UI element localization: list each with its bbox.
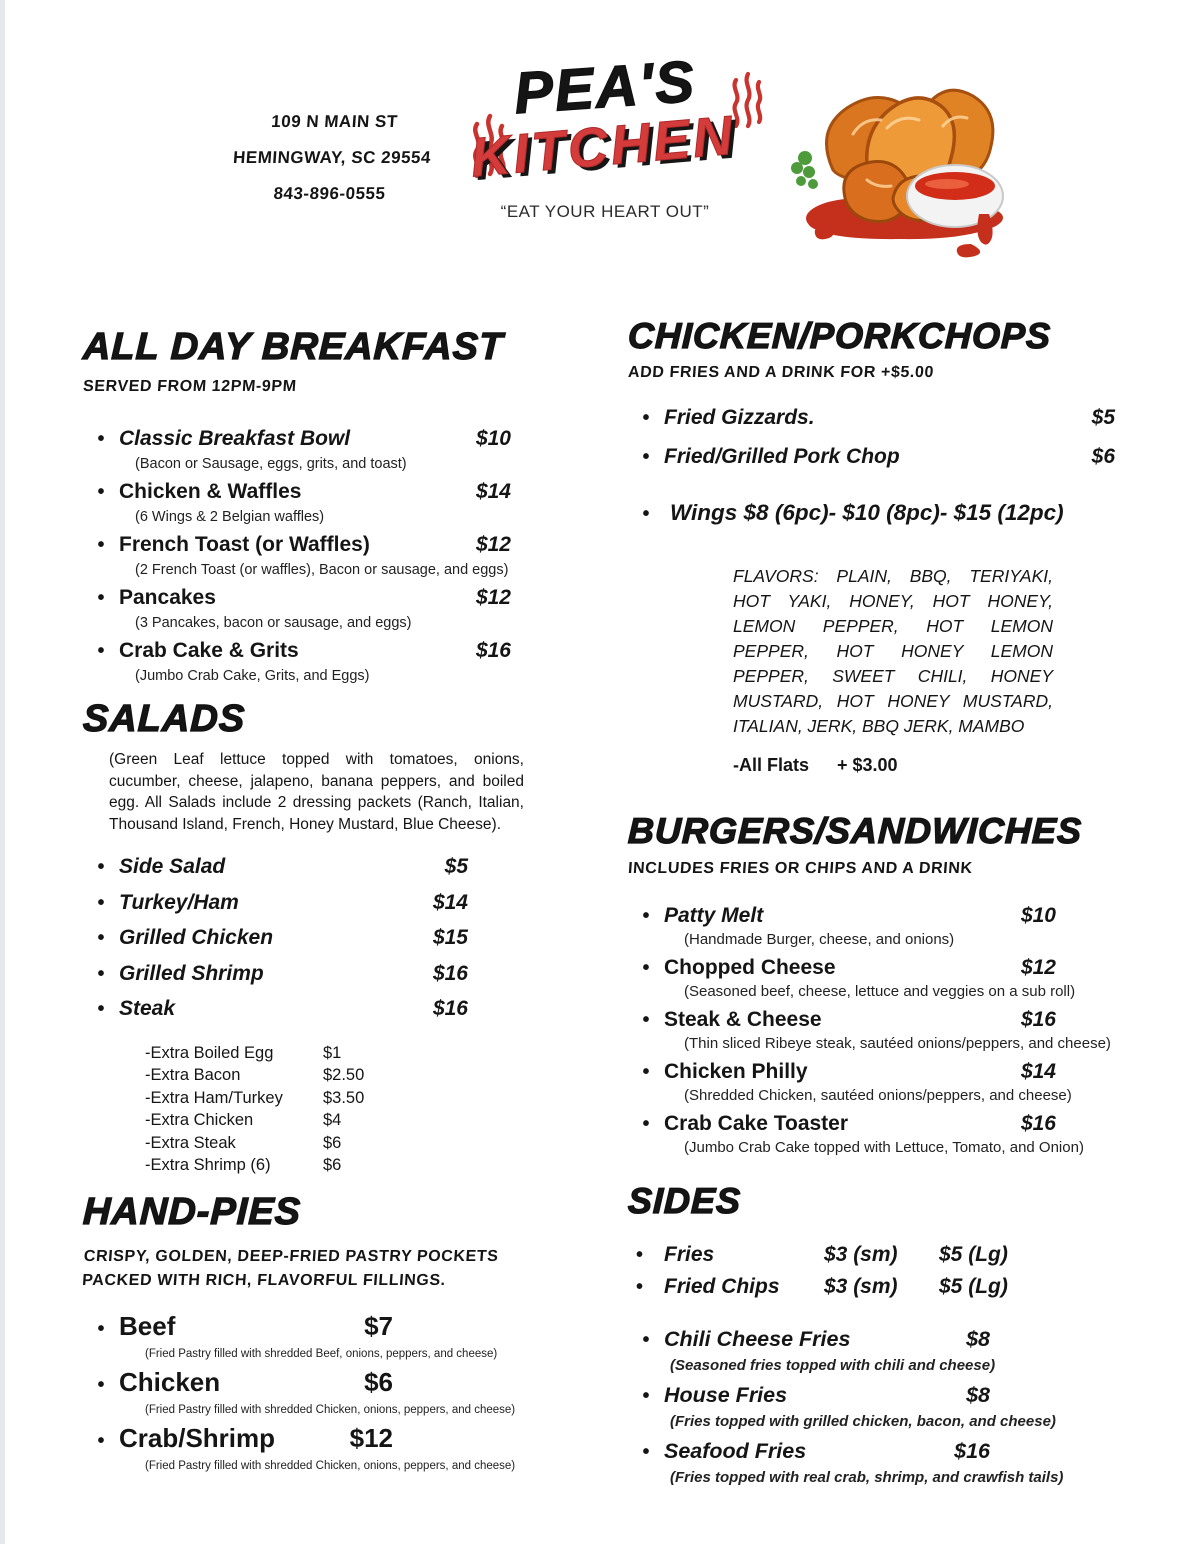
- extra-name: -Extra Ham/Turkey: [145, 1088, 283, 1107]
- extra-price: $3.50: [323, 1088, 365, 1107]
- section-subtitle: SERVED FROM 12PM-9PM: [82, 377, 298, 395]
- menu-item: [636, 1271, 1116, 1303]
- item-price: $16: [954, 1439, 990, 1464]
- menu-item: [83, 993, 523, 1026]
- logo-tagline: “EAT YOUR HEART OUT”: [500, 202, 710, 221]
- extra-item: [145, 1154, 523, 1177]
- section-title: HAND-PIES: [82, 1190, 302, 1233]
- menu-item: [83, 424, 523, 474]
- bullet-icon: [628, 1007, 664, 1034]
- item-price: $5: [1091, 406, 1115, 430]
- bullet-icon: [628, 1059, 664, 1086]
- all-flats-label: -All Flats: [733, 755, 810, 776]
- item-name: Fried Gizzards.: [664, 406, 815, 430]
- bullet-icon: [628, 1438, 664, 1467]
- extra-name: -Extra Boiled Egg: [145, 1043, 274, 1062]
- logo-text-kitchen: KITCHEN: [468, 103, 738, 189]
- item-name: Steak & Cheese: [664, 1007, 822, 1031]
- menu-item: [83, 1421, 523, 1474]
- section-all-day-breakfast: [83, 326, 523, 686]
- item-description: (Shredded Chicken, sautéed onions/peppers, and cheese): [684, 1086, 1072, 1104]
- menu-item: [83, 636, 523, 686]
- item-price: $16: [475, 638, 511, 662]
- bullet-icon: [628, 498, 664, 530]
- item-price: $6: [1091, 445, 1115, 469]
- bullet-icon: [83, 1424, 119, 1458]
- item-name: Crab Cake & Grits: [119, 638, 299, 662]
- extra-name: -Extra Steak: [145, 1133, 236, 1152]
- section-chicken-porkchops: [628, 315, 1116, 776]
- all-flats-note: [733, 755, 1116, 776]
- item-name: Chicken & Waffles: [119, 479, 302, 503]
- item-price: $8: [966, 1383, 990, 1408]
- item-description: (Seasoned fries topped with chili and cheese): [670, 1357, 996, 1375]
- menu-item: [636, 1239, 1116, 1271]
- menu-item: [83, 477, 523, 527]
- bullet-icon: [83, 958, 119, 991]
- item-price: $14: [475, 479, 511, 503]
- section-burgers-sandwiches: [628, 810, 1116, 1157]
- bullet-icon: [628, 903, 664, 930]
- menu-item: [628, 1325, 1116, 1377]
- section-salads: [83, 698, 523, 1177]
- item-name: Chicken Philly: [664, 1059, 808, 1083]
- menu-item: [83, 958, 523, 991]
- section-title: ALL DAY BREAKFAST: [82, 326, 505, 368]
- item-name: Grilled Shrimp: [119, 961, 264, 985]
- menu-left-column: [83, 326, 523, 1477]
- item-description: (Jumbo Crab Cake topped with Lettuce, Tomato, and Onion): [684, 1138, 1084, 1156]
- item-name: Fried/Grilled Pork Chop: [664, 445, 900, 469]
- bullet-icon: [628, 1326, 664, 1355]
- menu-item: [628, 1110, 1116, 1158]
- wing-flavors-list: FLAVORS: PLAIN, BBQ, TERIYAKI, HOT YAKI, HONEY, HOT HONEY, LEMON PEPPER, HOT LEMON PEPPER, HOT HONEY LEMON PEPPER, SWEET CHILI, HONEY MUSTARD, HOT HONEY MUSTARD, ITALIAN, JERK, BBQ JERK, MAMBO: [733, 566, 1053, 737]
- item-price: $14: [1020, 1059, 1056, 1083]
- item-name: Grilled Chicken: [119, 926, 274, 950]
- item-name: Steak: [119, 997, 176, 1021]
- item-name: Beef: [119, 1310, 176, 1341]
- item-price: $12: [1020, 955, 1056, 979]
- section-title: CHICKEN/PORKCHOPS: [627, 315, 1052, 356]
- item-name: Classic Breakfast Bowl: [119, 426, 351, 450]
- item-name: French Toast (or Waffles): [119, 532, 370, 556]
- item-price-large: $5 (Lg): [939, 1243, 1008, 1267]
- bullet-icon: [83, 887, 119, 920]
- bullet-icon: [83, 478, 119, 507]
- menu-item: [628, 1006, 1116, 1054]
- bullet-icon: [628, 439, 664, 475]
- bullet-icon: [628, 955, 664, 982]
- bullet-icon: [83, 1368, 119, 1402]
- page-edge: [0, 0, 5, 1544]
- item-name: Fried Chips: [664, 1275, 780, 1299]
- item-name: Crab/Shrimp: [119, 1422, 276, 1453]
- section-hand-pies: [83, 1191, 523, 1474]
- item-description: (Thin sliced Ribeye steak, sautéed onions/peppers, and cheese): [684, 1034, 1111, 1052]
- chicken-wings-image: [775, 48, 1027, 258]
- item-price: $8: [966, 1327, 990, 1352]
- bullet-icon: [628, 1111, 664, 1138]
- bullet-icon: [636, 1240, 664, 1271]
- restaurant-logo: [455, 48, 755, 232]
- section-sides: [628, 1180, 1116, 1489]
- section-subtitle: ADD FRIES AND A DRINK FOR +$5.00: [627, 364, 935, 382]
- menu-item: [83, 851, 523, 884]
- menu-item: [83, 887, 523, 920]
- item-name: Patty Melt: [664, 903, 764, 927]
- menu-item: [628, 1058, 1116, 1106]
- item-price: $16: [1020, 1007, 1056, 1031]
- section-title: SALADS: [82, 697, 246, 740]
- menu-item: [628, 902, 1116, 950]
- wings-pricing-text: Wings $8 (6pc)- $10 (8pc)- $15 (12pc): [670, 500, 1064, 526]
- section-title: SIDES: [627, 1179, 742, 1221]
- item-price: $10: [1020, 903, 1056, 927]
- section-title: BURGERS/SANDWICHES: [627, 810, 1083, 852]
- item-price: $7: [364, 1310, 393, 1341]
- menu-item: [83, 583, 523, 633]
- item-price: $12: [349, 1422, 393, 1453]
- item-name: Chopped Cheese: [664, 955, 836, 979]
- item-price-large: $5 (Lg): [939, 1275, 1008, 1299]
- section-subtitle: INCLUDES FRIES OR CHIPS AND A DRINK: [627, 859, 974, 877]
- item-price: $12: [475, 532, 511, 556]
- address-city: HEMINGWAY, SC 29554: [232, 148, 432, 167]
- bullet-icon: [628, 1382, 664, 1411]
- item-price: $10: [475, 426, 511, 450]
- item-description: (Fried Pastry filled with shredded Chicken, onions, peppers, and cheese): [145, 1403, 516, 1416]
- all-flats-price: + $3.00: [837, 755, 898, 776]
- extra-price: $6: [323, 1133, 342, 1152]
- item-name: Side Salad: [119, 855, 226, 879]
- item-description: (2 French Toast (or waffles), Bacon or sausage, and eggs): [135, 561, 509, 578]
- item-name: Chicken: [119, 1366, 221, 1397]
- extra-price: $4: [323, 1111, 342, 1130]
- item-name: Turkey/Ham: [119, 890, 239, 914]
- menu-item: [628, 439, 1116, 475]
- item-description: (Seasoned beef, cheese, lettuce and veggies on a sub roll): [684, 982, 1076, 1000]
- menu-item: [83, 1365, 523, 1418]
- item-description: (3 Pancakes, bacon or sausage, and eggs): [135, 614, 412, 631]
- wings-pricing-line: [628, 497, 1116, 530]
- menu-item: [628, 400, 1116, 436]
- item-name: House Fries: [664, 1383, 788, 1408]
- extra-item: [145, 1064, 523, 1087]
- bullet-icon: [83, 993, 119, 1026]
- bullet-icon: [83, 531, 119, 560]
- item-description: (Bacon or Sausage, eggs, grits, and toast): [135, 455, 407, 472]
- item-price: $16: [432, 997, 468, 1021]
- extra-name: -Extra Shrimp (6): [145, 1156, 271, 1175]
- bullet-icon: [83, 584, 119, 613]
- menu-right-column: [628, 315, 1116, 1493]
- item-name: Fries: [664, 1243, 715, 1267]
- address-street: 109 N MAIN ST: [270, 112, 399, 131]
- item-description: (Fried Pastry filled with shredded Beef, onions, peppers, and cheese): [145, 1347, 498, 1360]
- item-description: (Fries topped with real crab, shrimp, and crawfish tails): [670, 1469, 1064, 1487]
- extra-item: [145, 1109, 523, 1132]
- extra-price: $2.50: [323, 1066, 365, 1085]
- item-description: (Fried Pastry filled with shredded Chicken, onions, peppers, and cheese): [145, 1459, 516, 1472]
- menu-item: [83, 1309, 523, 1362]
- bullet-icon: [628, 400, 664, 436]
- item-description: (Fries topped with grilled chicken, bacon, and cheese): [670, 1413, 1056, 1431]
- item-price-small: $3 (sm): [824, 1243, 898, 1267]
- item-price: $16: [432, 961, 468, 985]
- bullet-icon: [83, 1312, 119, 1346]
- item-name: Seafood Fries: [664, 1439, 807, 1464]
- salad-extras-list: [145, 1042, 523, 1177]
- bullet-icon: [83, 637, 119, 666]
- item-price: $6: [364, 1366, 393, 1397]
- extra-price: $1: [323, 1043, 342, 1062]
- item-price: $15: [432, 926, 468, 950]
- item-name: Chili Cheese Fries: [664, 1327, 851, 1352]
- item-price: $12: [475, 585, 511, 609]
- extra-item: [145, 1132, 523, 1155]
- section-subtitle: CRISPY, GOLDEN, DEEP-FRIED PASTRY POCKETS PACKED WITH RICH, FLAVORFUL FILLINGS.: [81, 1247, 500, 1289]
- bullet-icon: [83, 851, 119, 884]
- extra-item: [145, 1042, 523, 1065]
- salads-description: (Green Leaf lettuce topped with tomatoes, onions, cucumber, cheese, jalapeno, banana peppers, and boiled egg. All Salads include 2 dressing packets (Ranch, Italian, Thousand Island, French, Honey Mustard, Blue Cheese).: [109, 751, 524, 833]
- extra-price: $6: [323, 1156, 342, 1175]
- bullet-icon: [83, 425, 119, 454]
- logo-text-peas: PEA'S: [512, 48, 698, 127]
- item-name: Crab Cake Toaster: [664, 1111, 849, 1135]
- item-description: (6 Wings & 2 Belgian waffles): [135, 508, 325, 525]
- menu-item: [628, 1437, 1116, 1489]
- bullet-icon: [83, 922, 119, 955]
- menu-item: [83, 922, 523, 955]
- menu-item: [628, 954, 1116, 1002]
- extra-name: -Extra Bacon: [145, 1066, 241, 1085]
- bullet-icon: [636, 1272, 664, 1303]
- item-price: $5: [444, 855, 468, 879]
- item-name: Pancakes: [119, 585, 216, 609]
- extra-name: -Extra Chicken: [145, 1111, 254, 1130]
- item-description: (Handmade Burger, cheese, and onions): [684, 930, 955, 948]
- item-price-small: $3 (sm): [824, 1275, 898, 1299]
- restaurant-address: [218, 104, 446, 212]
- item-price: $14: [432, 890, 468, 914]
- phone-number: 843-896-0555: [272, 184, 387, 203]
- extra-item: [145, 1087, 523, 1110]
- menu-item: [628, 1381, 1116, 1433]
- menu-item: [83, 530, 523, 580]
- item-description: (Jumbo Crab Cake, Grits, and Eggs): [135, 667, 370, 684]
- item-price: $16: [1020, 1111, 1056, 1135]
